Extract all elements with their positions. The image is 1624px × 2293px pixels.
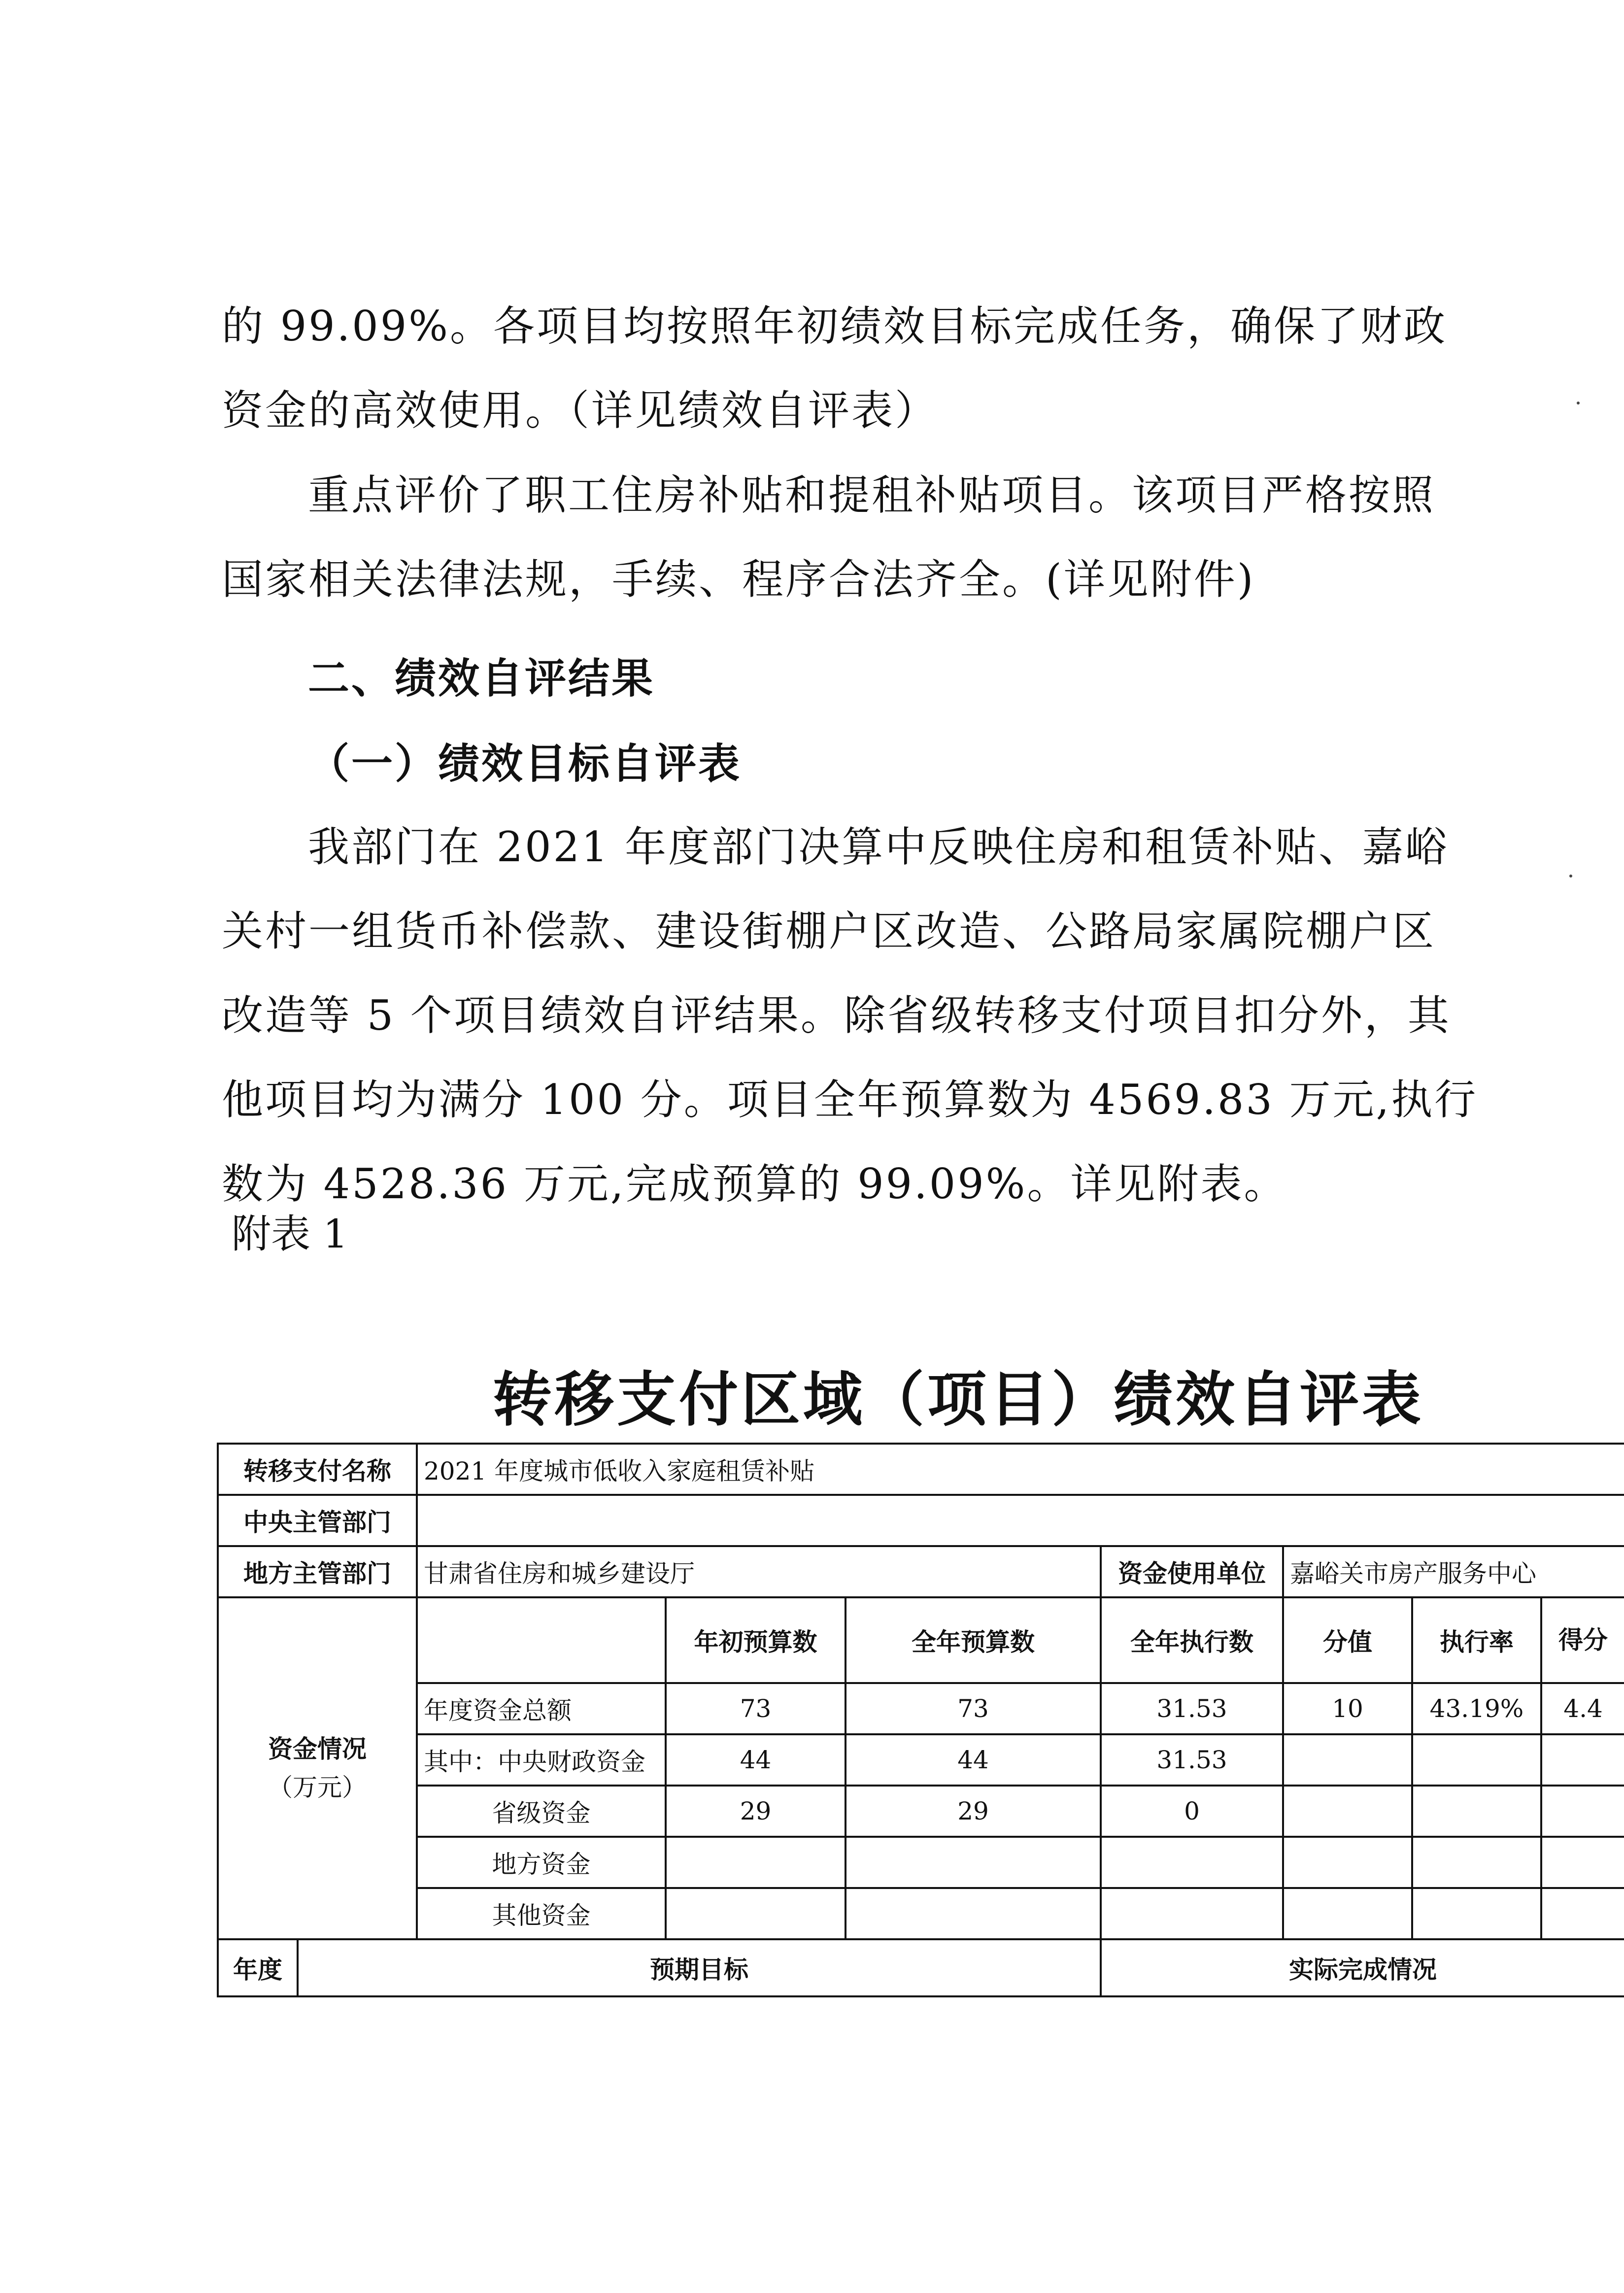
table-row [218,1683,1624,1734]
header-executed: 全年执行数 [1101,1597,1283,1683]
fund-initial-budget: 29 [666,1786,846,1837]
fund-initial-budget [666,1888,846,1939]
body-line-2: 资金的高效使用。（详见绩效自评表） [222,386,939,435]
fund-initial-budget: 73 [666,1683,846,1734]
funds-section-label [218,1597,417,1939]
table-row [218,1495,1624,1546]
local-dept-value: 甘肃省住房和城乡建设厅 [417,1546,1101,1597]
fund-execution-rate [1412,1734,1541,1786]
fund-annual-budget: 73 [846,1683,1101,1734]
body-line-4: 国家相关法律法规，手续、程序合法齐全。(详见附件) [222,555,1255,604]
body-line-3: 重点评价了职工住房补贴和提租补贴项目。该项目严格按照 [308,471,1436,519]
central-dept-label: 中央主管部门 [218,1495,417,1546]
actual-completion-label: 实际完成情况 [1101,1939,1624,1996]
summary-line-3: 改造等 5 个项目绩效自评结果。除省级转移支付项目扣分外，其 [222,991,1451,1040]
header-execution-rate: 执行率 [1412,1597,1541,1683]
table-title: 转移支付区域（项目）绩效自评表 [493,1366,1424,1434]
fund-executed: 0 [1101,1786,1283,1837]
fund-score-value [1283,1888,1412,1939]
body-line-1: 的 99.09%。各项目均按照年初绩效目标完成任务，确保了财政 [222,302,1447,350]
funds-header-blank [417,1597,666,1683]
fund-item-name: 省级资金 [417,1786,666,1837]
fund-score-value [1283,1837,1412,1888]
fund-score [1541,1734,1624,1786]
fund-execution-rate [1412,1837,1541,1888]
header-initial-budget: 年初预算数 [666,1597,846,1683]
fund-score: 4.4 [1541,1683,1624,1734]
header-annual-budget: 全年预算数 [846,1597,1101,1683]
funds-section-title: 资金情况 [268,1735,367,1763]
funds-header-row [218,1597,1624,1683]
subsection-heading: （一）绩效目标自评表 [308,740,742,788]
expected-goal-label: 预期目标 [298,1939,1101,1996]
summary-line-4: 他项目均为满分 100 分。项目全年预算数为 4569.83 万元,执行 [222,1076,1478,1124]
fund-executed [1101,1888,1283,1939]
fund-annual-budget [846,1837,1101,1888]
transfer-name-label: 转移支付名称 [218,1444,417,1495]
fund-item-name: 其中：中央财政资金 [417,1734,666,1786]
fund-user-label: 资金使用单位 [1101,1546,1283,1597]
summary-line-2: 关村一组货币补偿款、建设街棚户区改造、公路局家属院棚户区 [222,907,1436,955]
fund-score [1541,1888,1624,1939]
fund-score-value [1283,1786,1412,1837]
table-row [218,1444,1624,1495]
section-heading: 二、绩效自评结果 [308,654,655,703]
fund-execution-rate [1412,1888,1541,1939]
fund-score [1541,1786,1624,1837]
summary-line-5: 数为 4528.36 万元,完成预算的 99.09%。详见附表。 [222,1160,1287,1208]
header-score: 得分 [1541,1597,1624,1683]
fund-executed: 31.53 [1101,1734,1283,1786]
fund-item-name: 地方资金 [417,1837,666,1888]
fund-execution-rate: 43.19% [1412,1683,1541,1734]
transfer-name-value: 2021 年度城市低收入家庭租赁补贴 [417,1444,1624,1495]
performance-table [217,1443,1624,1997]
local-dept-label: 地方主管部门 [218,1546,417,1597]
goals-header-row [218,1939,1624,1996]
fund-execution-rate [1412,1786,1541,1837]
fund-annual-budget: 44 [846,1734,1101,1786]
fund-annual-budget [846,1888,1101,1939]
fund-item-name: 年度资金总额 [417,1683,666,1734]
header-score-value: 分值 [1283,1597,1412,1683]
fund-annual-budget: 29 [846,1786,1101,1837]
fund-user-value: 嘉峪关市房产服务中心 [1283,1546,1624,1597]
fund-score [1541,1837,1624,1888]
fund-initial-budget: 44 [666,1734,846,1786]
fund-score-value: 10 [1283,1683,1412,1734]
fund-item-name: 其他资金 [417,1888,666,1939]
summary-line-1: 我部门在 2021 年度部门决算中反映住房和租赁补贴、嘉峪 [308,823,1449,871]
table-row [218,1837,1624,1888]
fund-executed [1101,1837,1283,1888]
table-row [218,1546,1624,1597]
central-dept-value [417,1495,1624,1546]
fund-executed: 31.53 [1101,1683,1283,1734]
appendix-label: 附表 1 [232,1211,348,1257]
scan-speck [1577,402,1580,405]
year-label: 年度 [218,1939,298,1996]
table-row [218,1786,1624,1837]
scan-speck [1569,875,1572,877]
funds-section-unit: （万元） [268,1773,367,1802]
table-row [218,1734,1624,1786]
fund-initial-budget [666,1837,846,1888]
fund-score-value [1283,1734,1412,1786]
table-row [218,1888,1624,1939]
